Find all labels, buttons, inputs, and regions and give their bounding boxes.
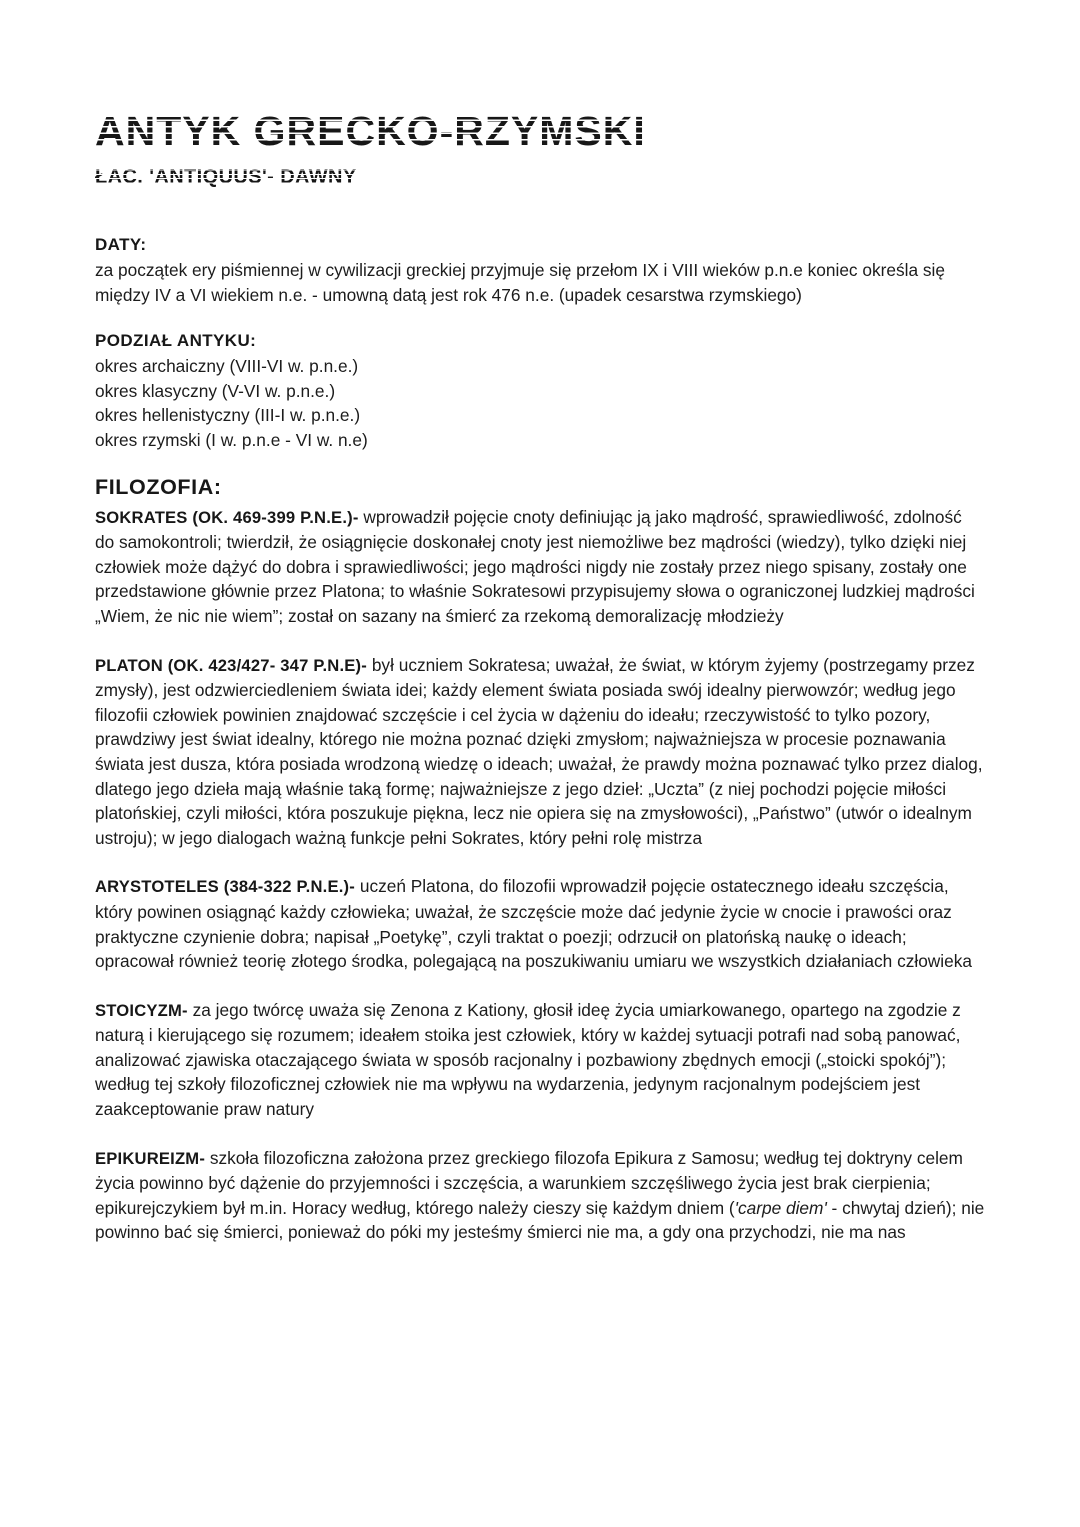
philosopher-lead-arystoteles: ARYSTOTELES (384-322 P.N.E.)- [95,877,356,897]
section-heading-daty: DATY: [95,235,147,255]
philosophy-paragraph-stoicyzm [95,998,985,1122]
podzial-item-archaiczny: okres archaiczny (VIII-VI w. p.n.e.) [95,356,359,377]
page-title: ANTYK GRECKO-RZYMSKI [95,108,646,154]
philosophy-paragraph-arystoteles [95,874,985,973]
podzial-antyku-list [95,354,985,452]
philosophy-text-arystoteles: uczeń Platona, do filozofii wprowadził pojęcie ostatecznego ideału szczęścia, który powinen osiągnąć każdy człowieka; uważał, że szczęście może dać jedynie życie w cnocie i prawości oraz praktyczne czynienie dobra; napisał „Poetykę”, czyli traktat o poezji; odrzucił on platońską naukę o ideach; opracował również teorię złotego środka, polegającą na poszukiwaniu umiaru we wszystkich działaniach człowieka [95,876,972,972]
philosophy-text-stoicyzm: za jego twórcę uważa się Zenona z Kationy, głosił ideę życia umiarkowanego, opartego na zgodzie z naturą i kierującego się rozumem; ideałem stoika jest człowiek, który w każdej sytuacji potrafi nad sobą panować, analizować zjawiska otaczającego świata w sposób racjonalny i pozbawiony zbędnych emocji („stoicki spokój”); według tej szkoły filozoficznej człowiek nie ma wpływu na wydarzenia, jedynym racjonalnym podejściem jest zaakceptowanie praw natury [95,999,961,1120]
philosophy-paragraph-platon [95,653,985,851]
philosophy-paragraph-sokrates [95,505,985,629]
daty-paragraph: za początek ery piśmiennej w cywilizacji greckiej przyjmuje się przełom IX i VIII wieków p.n.e koniec określa się między IV a VI wiekiem n.e. - umowną datą jest rok 476 n.e. (upadek cesarstwa rzymskiego) [95,260,945,305]
philosopher-lead-epikureizm: EPIKUREIZM- [95,1148,206,1168]
section-heading-podzial-antyku: PODZIAŁ ANTYKU: [95,331,257,351]
philosophy-text-epikureizm-latin-phrase: 'carpe diem' [734,1197,827,1218]
philosophy-text-platon: był uczniem Sokratesa; uważał, że świat, w którym żyjemy (postrzegamy przez zmysły), jest odzwierciedleniem świata idei; każdy element świata posiada swój idealny pierwowzór; według jego filozofii człowiek powinien znajdować szczęście i cel życia w dążeniu do ideału; rzeczywistość to tylko pozory, prawdziwy jest świat idealny, którego nie można poznać dzięki zmysłom; najważniejsza w procesie poznawania świata jest dusza, która posiada wrodzoną wiedzę o ideach; uważał, że prawdy można poznawać tylko przez dialog, dlatego jego dzieła mają właśnie taką formę; najważniejsze z jego dzieł: „Uczta” (z niej pochodzi pojęcie miłości platońskiej, czyli miłości, która poszukuje piękna, lecz nie opiera się na zmysłowości), „Państwo” (utwór o idealnym ustroju); w jego dialogach ważną funkcje pełni Sokrates, który pełni rolę mistrza [95,654,983,848]
podzial-item-rzymski: okres rzymski (I w. p.n.e - VI w. n.e) [95,430,368,451]
philosopher-lead-sokrates: SOKRATES (OK. 469-399 P.N.E.)- [95,507,359,527]
podzial-item-hellenistyczny: okres hellenistyczny (III-I w. p.n.e.) [95,405,361,426]
philosophy-paragraph-epikureizm [95,1146,985,1245]
philosopher-lead-stoicyzm: STOICYZM- [95,1000,188,1020]
philosophy-text-epikureizm-pre: szkoła filozoficzna założona przez greckiego filozofa Epikura z Samosu; według tej doktryny celem życia powinno być dążenie do przyjemności i szczęścia, a warunkiem szczęśliwego życia jest brak cierpienia; epikurejczykiem był m.in. Horacy według, którego należy cieszy się każdym dniem ( [95,1147,963,1218]
section-heading-filozofia: FILOZOFIA: [95,474,222,499]
philosopher-lead-platon: PLATON (OK. 423/427- 347 P.N.E)- [95,655,367,675]
philosophy-text-sokrates: wprowadził pojęcie cnoty definiując ją jako mądrość, sprawiedliwość, zdolność do samokontroli; twierdził, że osiągnięcie doskonałej cnoty jest niemożliwe bez mądrości (wiedzy), tylko dzięki niej człowiek może dążyć do dobra i sprawiedliwości; jego mądrości nigdy nie zostały przez niego spisany, zostały one przedstawione głównie przez Platona; to właśnie Sokratesowi przypisujemy słowa o ograniczonej ludzkiej mądrości „Wiem, że nic nie wiem”; został on sazany na śmierć za rzekomą demoralizację młodzieży [95,506,975,626]
podzial-item-klasyczny: okres klasyczny (V-VI w. p.n.e.) [95,380,336,401]
page-subtitle: ŁAC. 'ANTIQUUS'- DAWNY [95,166,357,189]
philosophy-text-epikureizm-post: - chwytaj dzień); nie powinno bać się śmierci, ponieważ do póki my jesteśmy śmierci nie ma, a gdy ona przychodzi, nie ma nas [95,1197,985,1243]
